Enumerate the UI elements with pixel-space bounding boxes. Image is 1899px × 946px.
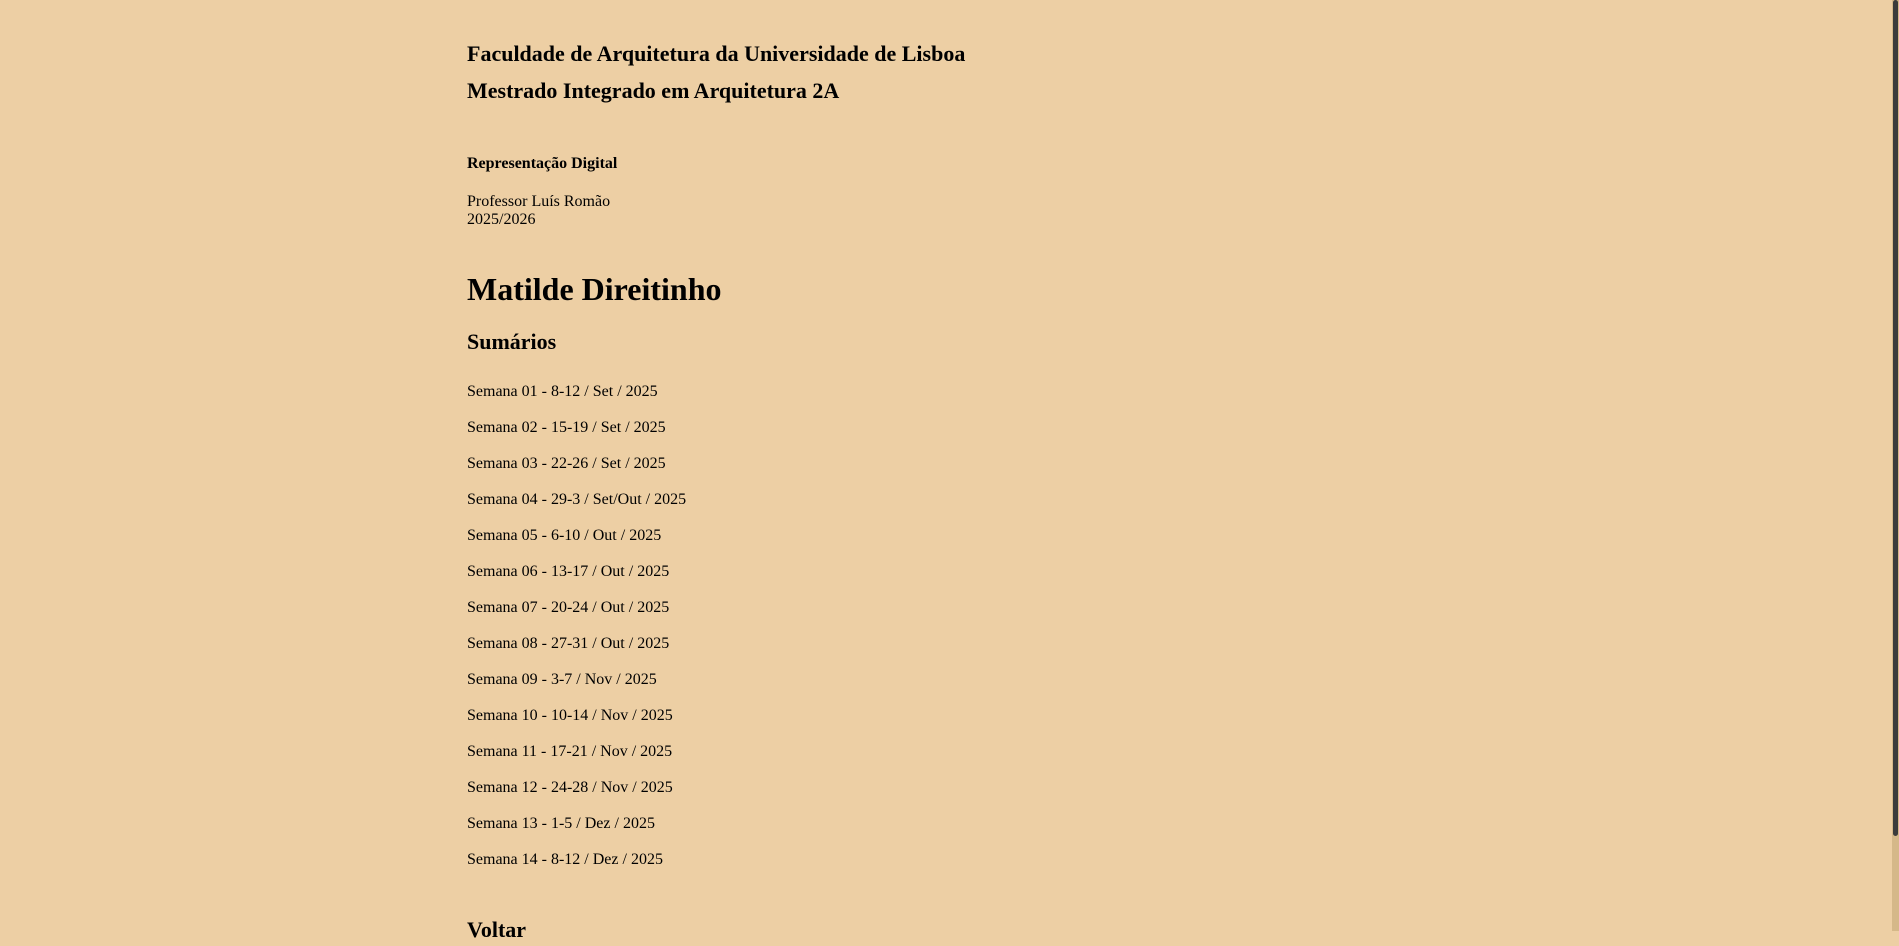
week-11-link[interactable]: Semana 11 - 17-21 / Nov / 2025 xyxy=(467,743,673,760)
list-item-week-13 xyxy=(467,813,686,849)
scrollbar-thumb[interactable] xyxy=(1893,0,1898,836)
week-08-link[interactable]: Semana 08 - 27-31 / Out / 2025 xyxy=(467,635,670,652)
list-item-week-09 xyxy=(467,669,686,705)
list-item-week-03 xyxy=(467,453,686,489)
academic-year: 2025/2026 xyxy=(467,211,536,228)
week-10-link[interactable]: Semana 10 - 10-14 / Nov / 2025 xyxy=(467,707,673,724)
list-item-week-06 xyxy=(467,561,686,597)
back-link[interactable]: Voltar xyxy=(467,917,527,942)
list-item-week-08 xyxy=(467,633,686,669)
list-item-week-02 xyxy=(467,417,686,453)
professor-name: Professor Luís Romão xyxy=(467,193,611,210)
week-04-link[interactable]: Semana 04 - 29-3 / Set/Out / 2025 xyxy=(467,491,687,508)
list-item-week-12 xyxy=(467,777,686,813)
list-item-week-07 xyxy=(467,597,686,633)
week-05-link[interactable]: Semana 05 - 6-10 / Out / 2025 xyxy=(467,527,662,544)
week-02-link[interactable]: Semana 02 - 15-19 / Set / 2025 xyxy=(467,419,666,436)
list-item-week-10 xyxy=(467,705,686,741)
week-09-link[interactable]: Semana 09 - 3-7 / Nov / 2025 xyxy=(467,671,657,688)
subject-title: Representação Digital xyxy=(467,155,618,172)
week-14-link[interactable]: Semana 14 - 8-12 / Dez / 2025 xyxy=(467,851,663,868)
week-list xyxy=(467,381,686,885)
list-item-week-05 xyxy=(467,525,686,561)
list-item-week-11 xyxy=(467,741,686,777)
list-item-week-14 xyxy=(467,849,686,885)
week-01-link[interactable]: Semana 01 - 8-12 / Set / 2025 xyxy=(467,383,658,400)
summaries-heading: Sumários xyxy=(467,329,557,354)
student-name: Matilde Direitinho xyxy=(467,271,722,307)
school-title: Faculdade de Arquitetura da Universidade de Lisboa xyxy=(467,41,966,66)
week-07-link[interactable]: Semana 07 - 20-24 / Out / 2025 xyxy=(467,599,670,616)
week-03-link[interactable]: Semana 03 - 22-26 / Set / 2025 xyxy=(467,455,666,472)
list-item-week-04 xyxy=(467,489,686,525)
course-title: Mestrado Integrado em Arquitetura 2A xyxy=(467,78,840,103)
week-12-link[interactable]: Semana 12 - 24-28 / Nov / 2025 xyxy=(467,779,673,796)
list-item-week-01 xyxy=(467,381,686,417)
week-06-link[interactable]: Semana 06 - 13-17 / Out / 2025 xyxy=(467,563,670,580)
week-13-link[interactable]: Semana 13 - 1-5 / Dez / 2025 xyxy=(467,815,655,832)
vertical-scrollbar[interactable] xyxy=(1892,0,1899,931)
